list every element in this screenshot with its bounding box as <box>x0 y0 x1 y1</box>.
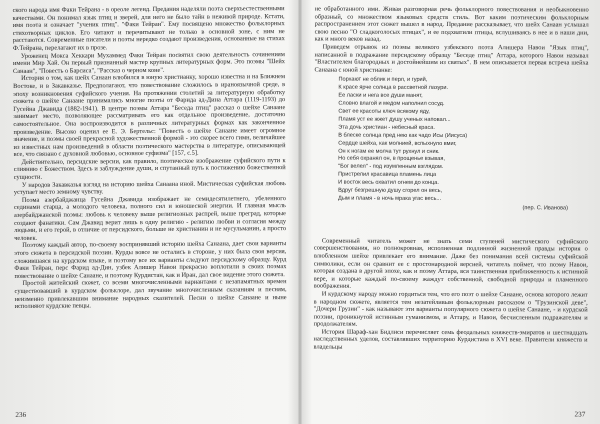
poem-line: Пристрелил красавица пламень лица <box>338 171 437 179</box>
book-gutter <box>298 0 302 424</box>
poem-excerpt <box>338 77 588 213</box>
left-paragraph-5: У народов Закавказья взгляд на историю шейха Санаана иной. Мистическая суфийская любовь уступает место земному чувству. <box>13 179 286 197</box>
left-paragraph-1: ского народа имя Факи Тейрана - в ореоле легенд. Предания наделяли поэта сверхъестественными качествами. Он понимал язык птиц и зверей, для него не было тайн в неживой природе. Кстати, имя поэта и означает "ученик птиц". "Факи Тейран". Ему посвящено множество фольклорных стихотворных циклов. Его читают и перечитывают не только в основной зоне, с ним не расстаются. Современные писатели и поэты нередко создают произведения, основанные на стихах Ф.Тейрана, перелагают их в прозе. <box>12 5 285 52</box>
poem-line: Ее ласки и нега все души манят, <box>338 92 423 100</box>
left-paragraph-2: Уроженец Мокса Хеккари Мухаммед Факи Тейран посвятил свою деятельность сочинениям имени Мир Хай. Он первый признанный мастер крупных литературных форм. Это поэмы "Шейх Санаан", "Повесть о Барсиса", "Рассказ о черном коне". <box>12 50 285 75</box>
poem-line: В блеске солнца пред нею как чадо Исы (Иисуса) <box>338 132 468 139</box>
left-paragraph-7: Поэтому каждый автор, по-своему воспринявший историю шейха Санаана, дает свои варианты этого сюжета в персидской поэзии. Курды вовсе не остались в стороне, у них была своя версия, сложившаяся на курдском языке, и поэтому все их варианты следуют персидскому образцу. Курд Факи Тейран, перс Фарид ад-Дин, узбек Алишер Навои прекрасно воплотили в своих поэмах повествование о шейхе Санаане, и поэтому Курдистан, как и Иран, дал свое видение этого сюжета. <box>14 240 287 280</box>
poem-line: "Бог велел" - под изумленным взглядом. <box>338 163 444 171</box>
poem-line: Свет ее красоты ключ всякому яду, <box>338 108 430 115</box>
poem-line: Он к ногам ее молча тут рухнул и сник. <box>338 148 440 155</box>
right-paragraph-4: И курдскому народу можно гордиться тем, что его поэт о шейхе Санаане, основа которого лежит в народном сюжете, является тем незатейливым фольклорным рассказом о "Грузинской деве", "Дочери Грузии" - как называют эти варианты популярного сюжета о шейхе Санаане, - и курдской поэзии, проникнутой истинным гуманизмом, и Аттару, и Навои, бесчисленным подражателям и продолжателям. <box>313 290 588 328</box>
poem-line: Сердце шейха, как молнией, вспыхнуло вмиг, <box>338 140 457 147</box>
right-page <box>313 6 588 419</box>
right-paragraph-5: История Шараф-хан Бидлиси перечисляет семь феодальных княжеств-эмиратов и шестнадцать наследственных уделов, составлявших территорию Курдистана в XVI веке. Правители княжеств и владельцы <box>313 328 588 351</box>
right-paragraph-2: Приведем отрывок из поэмы великого узбекского поэта Алишера Навои "Язык птиц", написанной в подражание персидскому образцу "Беседе птиц" Аттара, которого Навои называл "Властителем благородных и достойнейшим из святых". В нем описывается первая встреча шейха Санаана с юной христианке: <box>314 43 589 74</box>
right-page-number: 237 <box>574 410 586 419</box>
poem-line: Эта дочь христиан - небесный краса. <box>338 124 435 131</box>
left-paragraph-4: Действительно, персидские версии, как правило, поэтическое изображение суфийского пути к слиянию с Божеством. Здесь и заблуждение души, и спутанный путь к постижению божественной сущности. <box>13 156 286 182</box>
poem-line: Дым и пламя - в ночь мрака угас весь... <box>338 195 442 202</box>
poem-line: И восток весь охватил огнем до конца. <box>338 179 439 187</box>
left-paragraph-6: Поэма азербайджанца Гусейна Джавида изображает не семидесятилетнего, убеленного сединами старца, а молодого человека, полного сил и юношеской энергии. И главная мысль азербайджанской поэмы: любовь к человеку выше религиозных распрей, выше преград, которые создают фанатики. Сам Джавид верит лишь в одну религию - религию любви и согласия между людьми, и его герой, в отличие от персидского, больше не христианин и не мусульманин, а просто человек. <box>13 194 287 242</box>
poem-citation: (пер. С. Иванова) <box>522 205 569 212</box>
right-paragraph-3: Современный читатель может не знать семи ступеней мистического суфийского совершенствования, но полнокровная, исполненная подлинной жизненной правды история о влюбленном шейхе привлекает его внимание. Даже без понимания всей системы суфийской символики, если он сравнит ее с простонародной версией, читатель поймет, что поэму Навои, которая создана в другой эпохе, как и поэму Аттара, вся таинственная приближенность к истинной вере, и которые каждый по-своему жаждут собственной, свободной природы и пламенного воображения. <box>313 237 588 290</box>
section-gap <box>314 215 588 238</box>
left-page <box>13 5 288 419</box>
left-paragraph-8: Простой житейский сюжет, со всеми многочисленными вариантами с незапамятных времен существовавший в курдском фольклоре, дал звучание многочисленным сказаниям и песням, неизменно привлекавшим внимание народных сказителей. Песни о шейхе Санаане и ныне исполняют курдские певцы. <box>14 278 287 311</box>
poem-line: К красе ярче солнца в рассветной лазури. <box>338 84 449 92</box>
poem-line: Но себя охранял он, в прощенье взывая, <box>338 156 445 163</box>
right-paragraph-1: не обработанного ими. Живая разговорная речь фольклорного повествования и необыкновенно образный, со множеством языковых средств стиль. Вот каким поэтическим фольклорным распространением этот сюжет вышел в народ. Предание рассказывает, что шейх Санаан услышал свою песню "О сладкоголосых птицах", и ее подхватили птицы, вслушиваясь в нее и в наши дни, как и много веков назад. <box>314 5 589 44</box>
left-paragraph-3: История о том, как шейх Санаан влюбился в юную христианку, хорошо известна и на Ближнем Востоке, и в Закавказье. Предполагают, что повествование сложилось в ираноязычной среде, в эпоху возникновения суфийского учения. На протяжении столетий за литературную обработку сюжета о шейхе Санаане принимались многие поэты от Фарида ад-Дина Аттара (1119-1193) до Гусейна Джавида (1882-1941). В центре поэмы Аттара "Беседа птиц" рассказ о шейхе Санаане занимает место, позволяющее рассматривать его как отдельное произведение, достаточно самостоятельное. Она воспроизводится в различных литературных формах как законченное произведение. Высоко оценил ее Е. Э. Бертельс: "Повесть о шейхе Санаане имеет огромное значение, и поэмы своей прекрасной художественной формой - это скорее всего гимн, величайшее из известных нам произведений в области поэтического мастерства в литературе, описывающей все, что связано с духовной любовью, основное суфизма" [157, с.5]. <box>13 73 286 159</box>
left-page-number: 236 <box>15 410 27 419</box>
poem-line: Словно влагой и медом наполнил сосуд. <box>338 100 445 108</box>
poem-line: Пламя уст ее жжет душу ученых наповал... <box>338 116 451 123</box>
poem-line: Порхают не облик и перл, и гурий, <box>338 76 428 84</box>
poem-line: Вдруг безгрешную душу сгорел он весь, <box>338 187 443 195</box>
